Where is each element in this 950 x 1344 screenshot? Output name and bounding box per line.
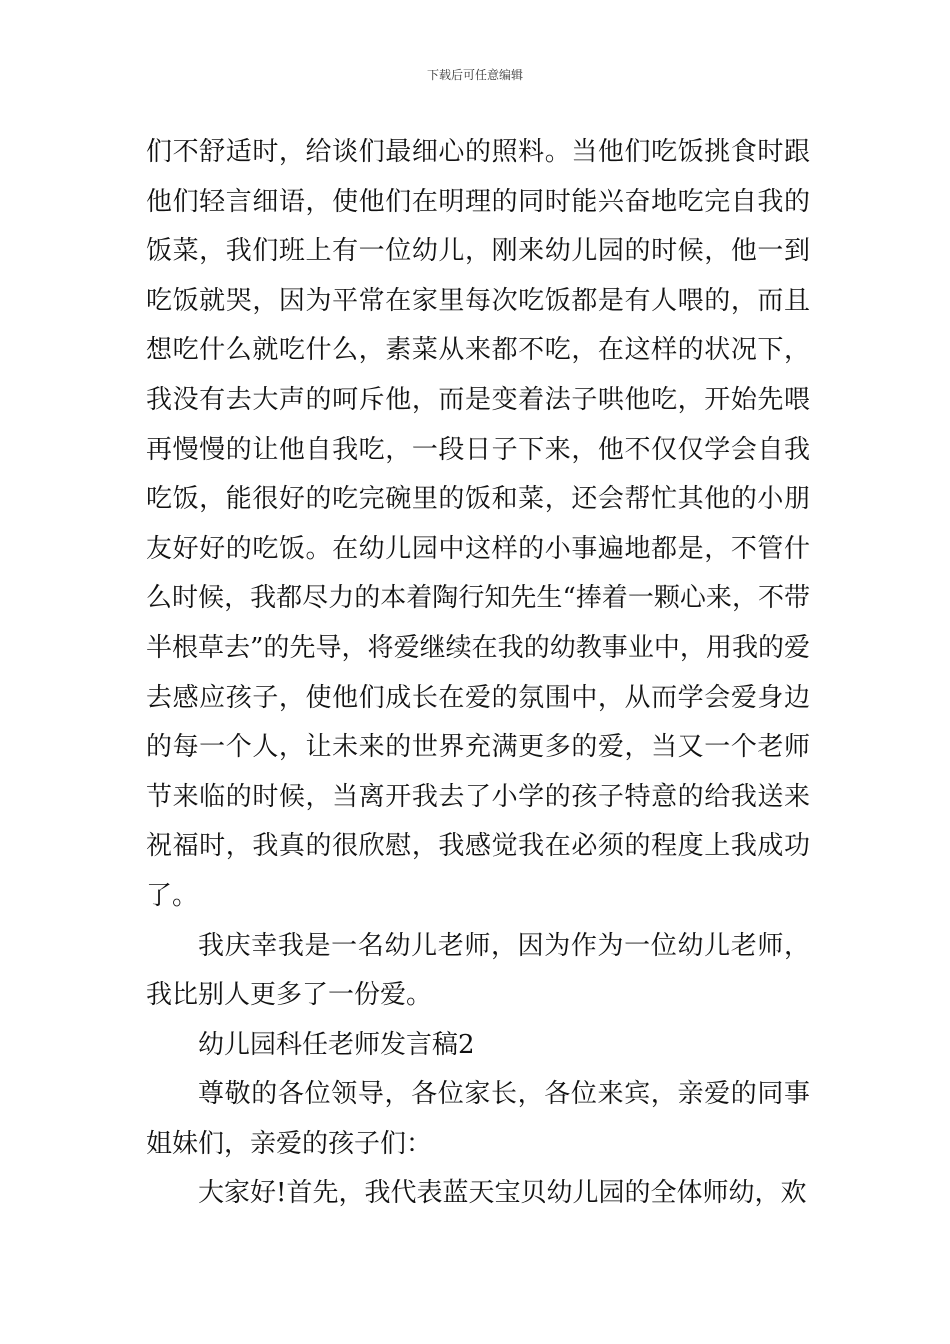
- body-paragraph: 们不舒适时，给谈们最细心的照料。当他们吃饭挑食时跟他们轻言细语，使他们在明理的同时能兴奋地吃完自我的饭菜，我们班上有一位幼儿，刚来幼儿园的时候，他一到吃饭就哭，因为平常在家里每次吃饭都是有人喂的，而且想吃什么就吃什么，素菜从来都不吃，在这样的状况下，我没有去大声的呵斥他，而是变着法子哄他吃，开始先喂再慢慢的让他自我吃，一段日子下来，他不仅仅学会自我吃饭，能很好的吃完碗里的饭和菜，还会帮忙其他的小朋友好好的吃饭。在幼儿园中这样的小事遍地都是，不管什么时候，我都尽力的本着陶行知先生“捧着一颗心来，不带半根草去”的先导，将爱继续在我的幼教事业中，用我的爱去感应孩子，使他们成长在爱的氛围中，从而学会爱身边的每一个人，让未来的世界充满更多的爱，当又一个老师节来临的时候，当离开我去了小学的孩子特意的给我送来祝福时，我真的很欣慰，我感觉我在必须的程度上我成功了。: [146, 137, 810, 911]
- document-body: [146, 128, 810, 1219]
- body-paragraph: 尊敬的各位领导，各位家长，各位来宾，亲爱的同事姐妹们，亲爱的孩子们：: [146, 1079, 810, 1159]
- body-paragraph: 大家好!首先，我代表蓝天宝贝幼儿园的全体师幼，欢: [198, 1178, 807, 1209]
- section-title: 幼儿园科任老师发言稿2: [198, 1029, 475, 1060]
- body-paragraph: 我庆幸我是一名幼儿老师，因为作为一位幼儿老师，我比别人更多了一份爱。: [146, 930, 810, 1011]
- page-header: 下载后可任意编辑: [426, 68, 523, 82]
